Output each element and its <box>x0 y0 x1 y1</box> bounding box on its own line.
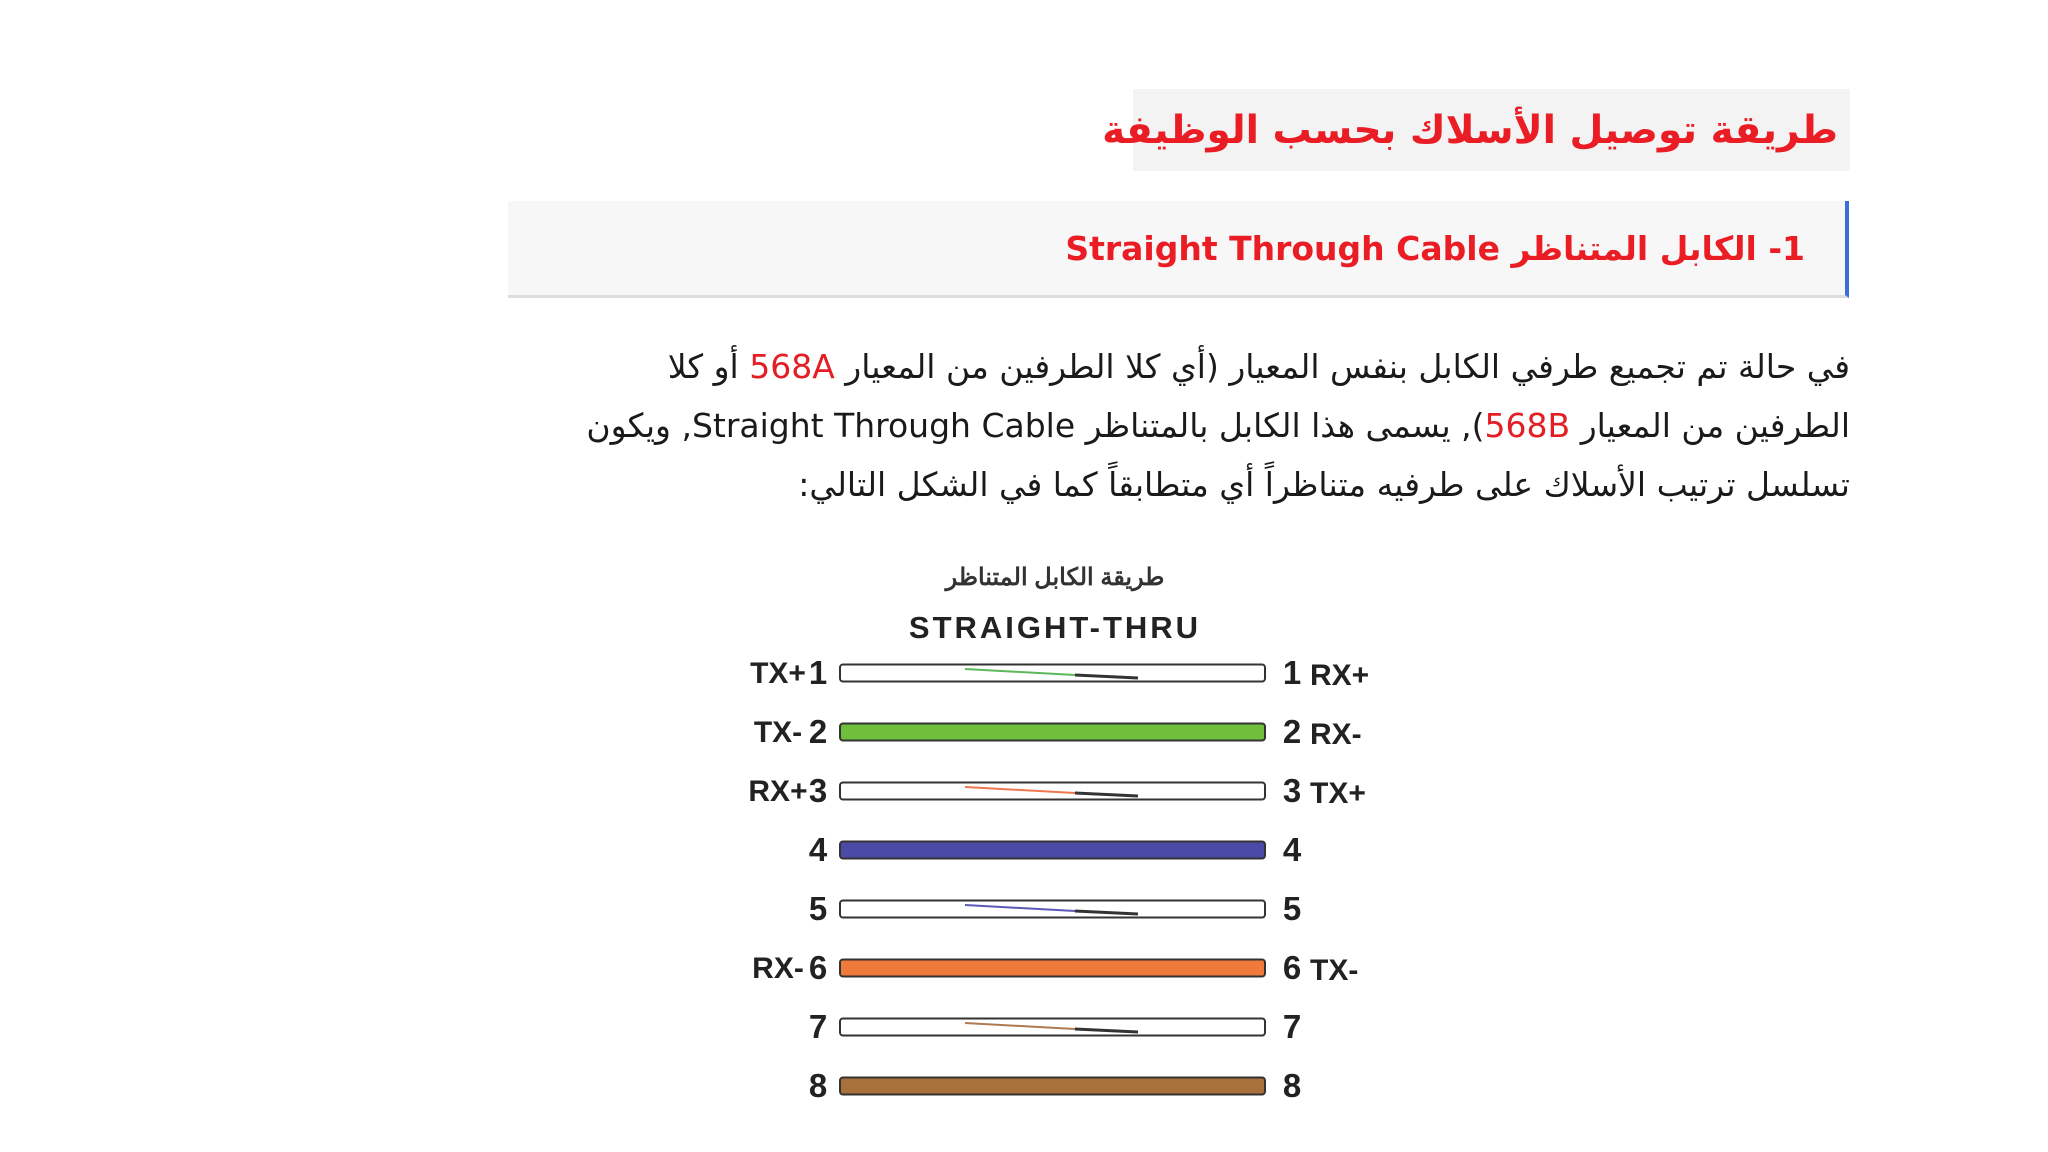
wire-6-right-pin: 6 <box>1282 949 1302 986</box>
wire-2-right-label: RX- <box>1310 718 1362 751</box>
straight-thru-diagram <box>730 555 1410 1120</box>
paragraph-line-1 <box>508 337 1850 396</box>
wire-5-right-pin: 5 <box>1282 890 1302 927</box>
paragraph-line-2-before: الطرفين من المعيار <box>1580 406 1850 445</box>
wire-1-left-pin: 1 <box>808 654 828 691</box>
subsection-heading-box <box>508 201 1849 298</box>
wire-4-left-pin: 4 <box>808 831 828 868</box>
paragraph-line-2 <box>508 396 1850 455</box>
wire-5-left-pin: 5 <box>808 890 828 927</box>
standard-568a-highlight: 568A <box>749 347 835 386</box>
wire-8-right-pin: 8 <box>1282 1067 1302 1104</box>
wire-1-right-label: RX+ <box>1310 659 1370 692</box>
wire-7-left-pin: 7 <box>808 1008 828 1045</box>
standard-568b-highlight: 568B <box>1484 406 1571 445</box>
wire-4-right-pin: 4 <box>1282 831 1302 868</box>
wire-2-body <box>840 724 1265 741</box>
body-paragraph <box>508 337 1850 514</box>
wires-group <box>748 654 1369 1104</box>
wire-6-body <box>840 960 1265 977</box>
diagram-arabic-title: طريقة الكابل المتناظر <box>945 564 1165 591</box>
subsection-heading: 1- الكابل المتناظر Straight Through Cable <box>1065 228 1805 268</box>
wire-7-right-pin: 7 <box>1282 1008 1302 1045</box>
wire-2-left-pin: 2 <box>808 713 828 750</box>
paragraph-line-1-after: أو كلا <box>667 347 739 386</box>
paragraph-line-2-after: ), يسمى هذا الكابل بالمتناظر Straight Through Cable, ويكون <box>586 406 1485 445</box>
wire-4-body <box>840 842 1265 859</box>
wire-6-left-label: RX- <box>752 952 804 985</box>
wire-2-right-pin: 2 <box>1282 713 1302 750</box>
wire-8-left-pin: 8 <box>808 1067 828 1104</box>
wire-3-left-label: RX+ <box>748 775 808 808</box>
paragraph-line-1-before: في حالة تم تجميع طرفي الكابل بنفس المعيار (أي كلا الطرفين من المعيار <box>845 347 1850 386</box>
wire-3-left-pin: 3 <box>808 772 828 809</box>
paragraph-line-3: تسلسل ترتيب الأسلاك على طرفيه متناظراً أي متطابقاً كما في الشكل التالي: <box>798 465 1850 504</box>
wire-2-left-label: TX- <box>753 716 803 749</box>
wire-8-body <box>840 1078 1265 1095</box>
wire-1-right-pin: 1 <box>1282 654 1302 691</box>
wire-6-right-label: TX- <box>1310 954 1359 987</box>
wire-6-left-pin: 6 <box>808 949 828 986</box>
section-title: طريقة توصيل الأسلاك بحسب الوظيفة <box>1102 107 1838 153</box>
wire-1-left-label: TX+ <box>750 657 806 690</box>
section-title-box <box>1102 89 1850 171</box>
wiring-diagram-svg <box>730 555 1410 1120</box>
wire-3-right-pin: 3 <box>1282 772 1302 809</box>
diagram-title: STRAIGHT-THRU <box>908 610 1202 645</box>
wire-3-right-label: TX+ <box>1310 777 1366 810</box>
